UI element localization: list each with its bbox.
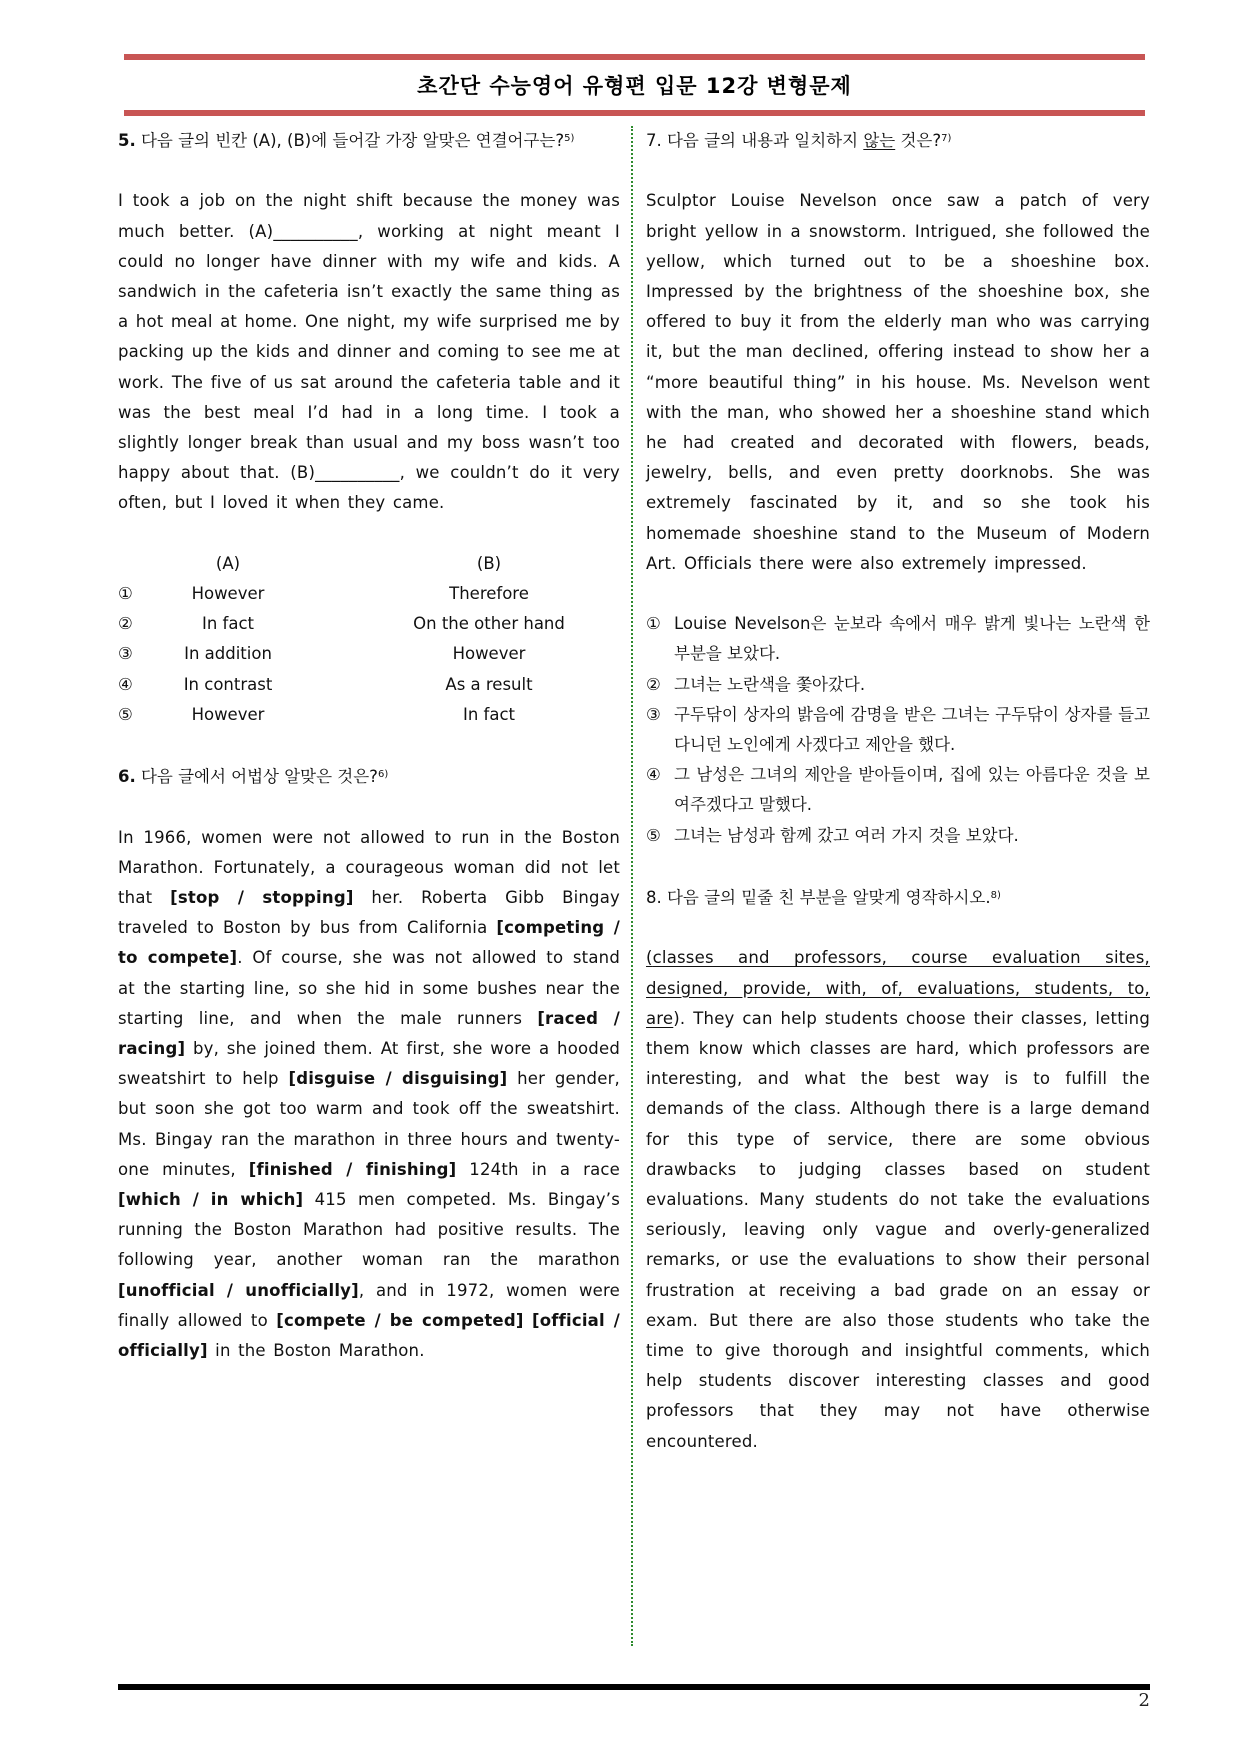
choice-row[interactable]	[118, 700, 620, 730]
choice-b: As a result	[445, 674, 533, 694]
question-6-passage	[118, 823, 620, 1367]
choice-text: 그녀는 남성과 함께 갔고 여러 가지 것을 보았다.	[674, 825, 1019, 845]
choice-b: In fact	[462, 704, 516, 724]
question-7-title	[646, 124, 1150, 156]
choice-number: ③	[646, 704, 661, 724]
column-b-header: (B)	[476, 553, 502, 573]
grammar-option: [stop / stopping]	[170, 888, 354, 908]
question-7	[646, 124, 1150, 851]
choice-number: ②	[646, 674, 661, 694]
grammar-option: [raced / racing]	[118, 1008, 621, 1059]
grammar-option: [disguise / disguising]	[288, 1069, 508, 1089]
choice-number: ⑤	[646, 825, 661, 845]
grammar-option: [unofficial / unofficially]	[118, 1280, 359, 1300]
question-number: 8.	[646, 888, 662, 908]
passage-text: , and in 1972, women were finally allowed to	[118, 1280, 621, 1330]
right-column	[646, 124, 1150, 1457]
question-8-title	[646, 881, 1150, 913]
footnote-ref: 5)	[564, 133, 575, 144]
footnote-ref: 8)	[990, 890, 1001, 902]
scrambled-words-underlined: classes and professors, course evaluation sites, designed, provide, with, of, evaluations, students, to, are	[646, 948, 1150, 1028]
choice-b: Therefore	[449, 584, 529, 604]
choice-row[interactable]	[118, 670, 620, 700]
question-prompt: 다음 글의 밑줄 친 부분을 알맞게 영작하시오.	[661, 888, 991, 908]
passage-text: her. Roberta Gibb Bingay traveled to Boston by bus from California	[118, 888, 620, 938]
passage-text: . Of course, she was not allowed to stand at the starting line, so she hid in some bushes near the starting line, and when the male runners	[118, 948, 620, 1028]
question-5-title	[118, 124, 620, 156]
passage-text: ). They can help students choose their classes, letting them know which classes are hard, which professors are interesting, and what the best way is to fulfill the demands of the class. Although there is a large demand for this type of service, there are some obvious drawbacks to judging classes based on student evaluations. Many students do not take the evaluations seriously, leaving only vague and overly-generalized remarks, or use the evaluations to show their personal frustration at receiving a bad grade on an essay or exam. But there are also those students who take the time to give thorough and insightful comments, which help students discover interesting classes and good professors that they may not have otherwise encountered.	[646, 1008, 1150, 1451]
left-column	[118, 124, 620, 1366]
grammar-option: [which / in which]	[118, 1190, 304, 1210]
passage-text: (	[646, 948, 653, 968]
choice-number: ①	[646, 614, 661, 634]
question-number: 7.	[646, 131, 662, 150]
choice-item[interactable]	[646, 760, 1150, 820]
question-7-passage: Sculptor Louise Nevelson once saw a patch of very bright yellow in a snowstorm. Intrigued, she followed the yellow, which turned out to be a shoeshine box. Impressed by the brightness of the shoeshine box, she offered to buy it from the elderly man who was carrying it, but the man declined, offering instead to show her a “more beautiful thing” in his house. Ms. Nevelson went with the man, who showed her a shoeshine stand which he had created and decorated with flowers, beads, jewelry, bells, and even pretty doorknobs. She was extremely fascinated by it, and so she took his homemade shoeshine stand to the Museum of Modern Art. Officials there were also extremely impressed.	[646, 191, 1150, 573]
header-rule-bottom	[124, 110, 1145, 116]
page-title: 초간단 수능영어 유형편 입문 12강 변형문제	[417, 74, 852, 98]
grammar-option: [finished / finishing]	[248, 1159, 457, 1179]
blank-a: __________	[273, 221, 358, 241]
choice-item[interactable]	[646, 670, 1150, 700]
passage-text	[524, 1311, 532, 1330]
choice-number: ②	[118, 614, 133, 634]
choice-a: However	[191, 584, 265, 604]
question-6-title	[118, 760, 620, 792]
choice-row[interactable]	[118, 609, 620, 639]
column-a-header: (A)	[215, 553, 241, 573]
grammar-option: [official / officially]	[118, 1310, 620, 1361]
question-prompt: 다음 글의 내용과 일치하지	[661, 131, 864, 150]
passage-text: by, she joined them. At first, she wore a hooded sweatshirt to help	[118, 1039, 620, 1089]
choice-number: ③	[118, 644, 133, 664]
choices-header	[118, 549, 620, 579]
question-6	[118, 760, 620, 1366]
passage-text: 415 men competed. Ms. Bingay’s running the Boston Marathon had positive results. The following year, another woman ran the marathon	[118, 1190, 620, 1270]
choice-text: 그녀는 노란색을 쫓아갔다.	[674, 674, 866, 694]
passage-text: , working at night meant I could no longer have dinner with my wife and kids. A sandwich in the cafeteria isn’t exactly the same thing as a hot meal at home. One night, my wife surprised me by packing up the kids and dinner and coming to see me at work. The five of us sat around the cafeteria table and it was the best meal I’d had in a long time. I took a slightly longer break than usual and my boss wasn’t too happy about that. (B)	[118, 221, 621, 483]
footnote-ref: 7)	[941, 133, 952, 144]
question-5	[118, 124, 620, 730]
choice-item[interactable]	[646, 821, 1150, 851]
passage-text: I took a job on the night shift because the money was much better. (A)	[118, 191, 620, 241]
choice-b: On the other hand	[413, 614, 565, 634]
question-number: 5.	[118, 131, 136, 150]
choice-number: ④	[646, 765, 661, 785]
question-8-passage	[646, 943, 1150, 1456]
question-prompt: 다음 글의 빈칸 (A), (B)에 들어갈 가장 알맞은 연결어구는?	[135, 131, 565, 150]
question-number: 6.	[118, 767, 136, 787]
choice-a: In fact	[201, 614, 255, 634]
choice-number: ④	[118, 674, 133, 694]
passage-text: her gender, but soon she got too warm and took off the sweatshirt. Ms. Bingay ran the marathon in three hours and twenty-one minutes,	[118, 1069, 621, 1179]
passage-text: In 1966, women were not allowed to run in the Boston Marathon. Fortunately, a courageous woman did not let that	[118, 827, 620, 908]
choice-row[interactable]	[118, 639, 620, 669]
question-5-passage	[118, 186, 620, 518]
blank-b: __________	[315, 463, 400, 483]
footnote-ref: 6)	[377, 769, 389, 781]
choice-item[interactable]	[646, 700, 1150, 760]
choice-text: 그 남성은 그녀의 제안을 받아들이며, 집에 있는 아름다운 것을 보여주겠다고 말했다.	[674, 765, 1150, 815]
choice-row[interactable]	[118, 579, 620, 609]
choice-a: In addition	[184, 644, 272, 664]
passage-text: in the Boston Marathon.	[207, 1341, 425, 1361]
choice-text: Louise Nevelson은 눈보라 속에서 매우 밝게 빛나는 노란색 한 부분을 보았다.	[674, 614, 1150, 664]
question-8	[646, 881, 1150, 1457]
question-7-choices	[646, 609, 1150, 851]
choice-text: 구두닦이 상자의 밝음에 감명을 받은 그녀는 구두닦이 상자를 들고 다니던 노인에게 사겠다고 제안을 했다.	[674, 704, 1150, 755]
choice-item[interactable]	[646, 609, 1150, 669]
footer-rule	[118, 1684, 1150, 1690]
passage-text: , we couldn’t do it very often, but I loved it when they came.	[118, 463, 620, 513]
grammar-option: [compete / be competed]	[276, 1310, 524, 1330]
choice-a: However	[191, 704, 265, 724]
column-divider	[631, 126, 633, 1646]
question-prompt: 것은?	[895, 131, 942, 150]
emphasis-underlined: 않는	[863, 131, 896, 150]
choice-number: ①	[118, 584, 133, 604]
choice-number: ⑤	[118, 704, 133, 724]
choice-a: In contrast	[183, 674, 273, 694]
grammar-option: [competing / to compete]	[118, 918, 621, 968]
passage-text: 124th in a race	[456, 1159, 621, 1179]
choice-b: However	[452, 644, 526, 664]
header-rule-top	[124, 54, 1145, 60]
question-prompt: 다음 글에서 어법상 알맞은 것은?	[135, 767, 378, 787]
question-5-choices	[118, 549, 620, 730]
page-number: 2	[1138, 1690, 1150, 1711]
